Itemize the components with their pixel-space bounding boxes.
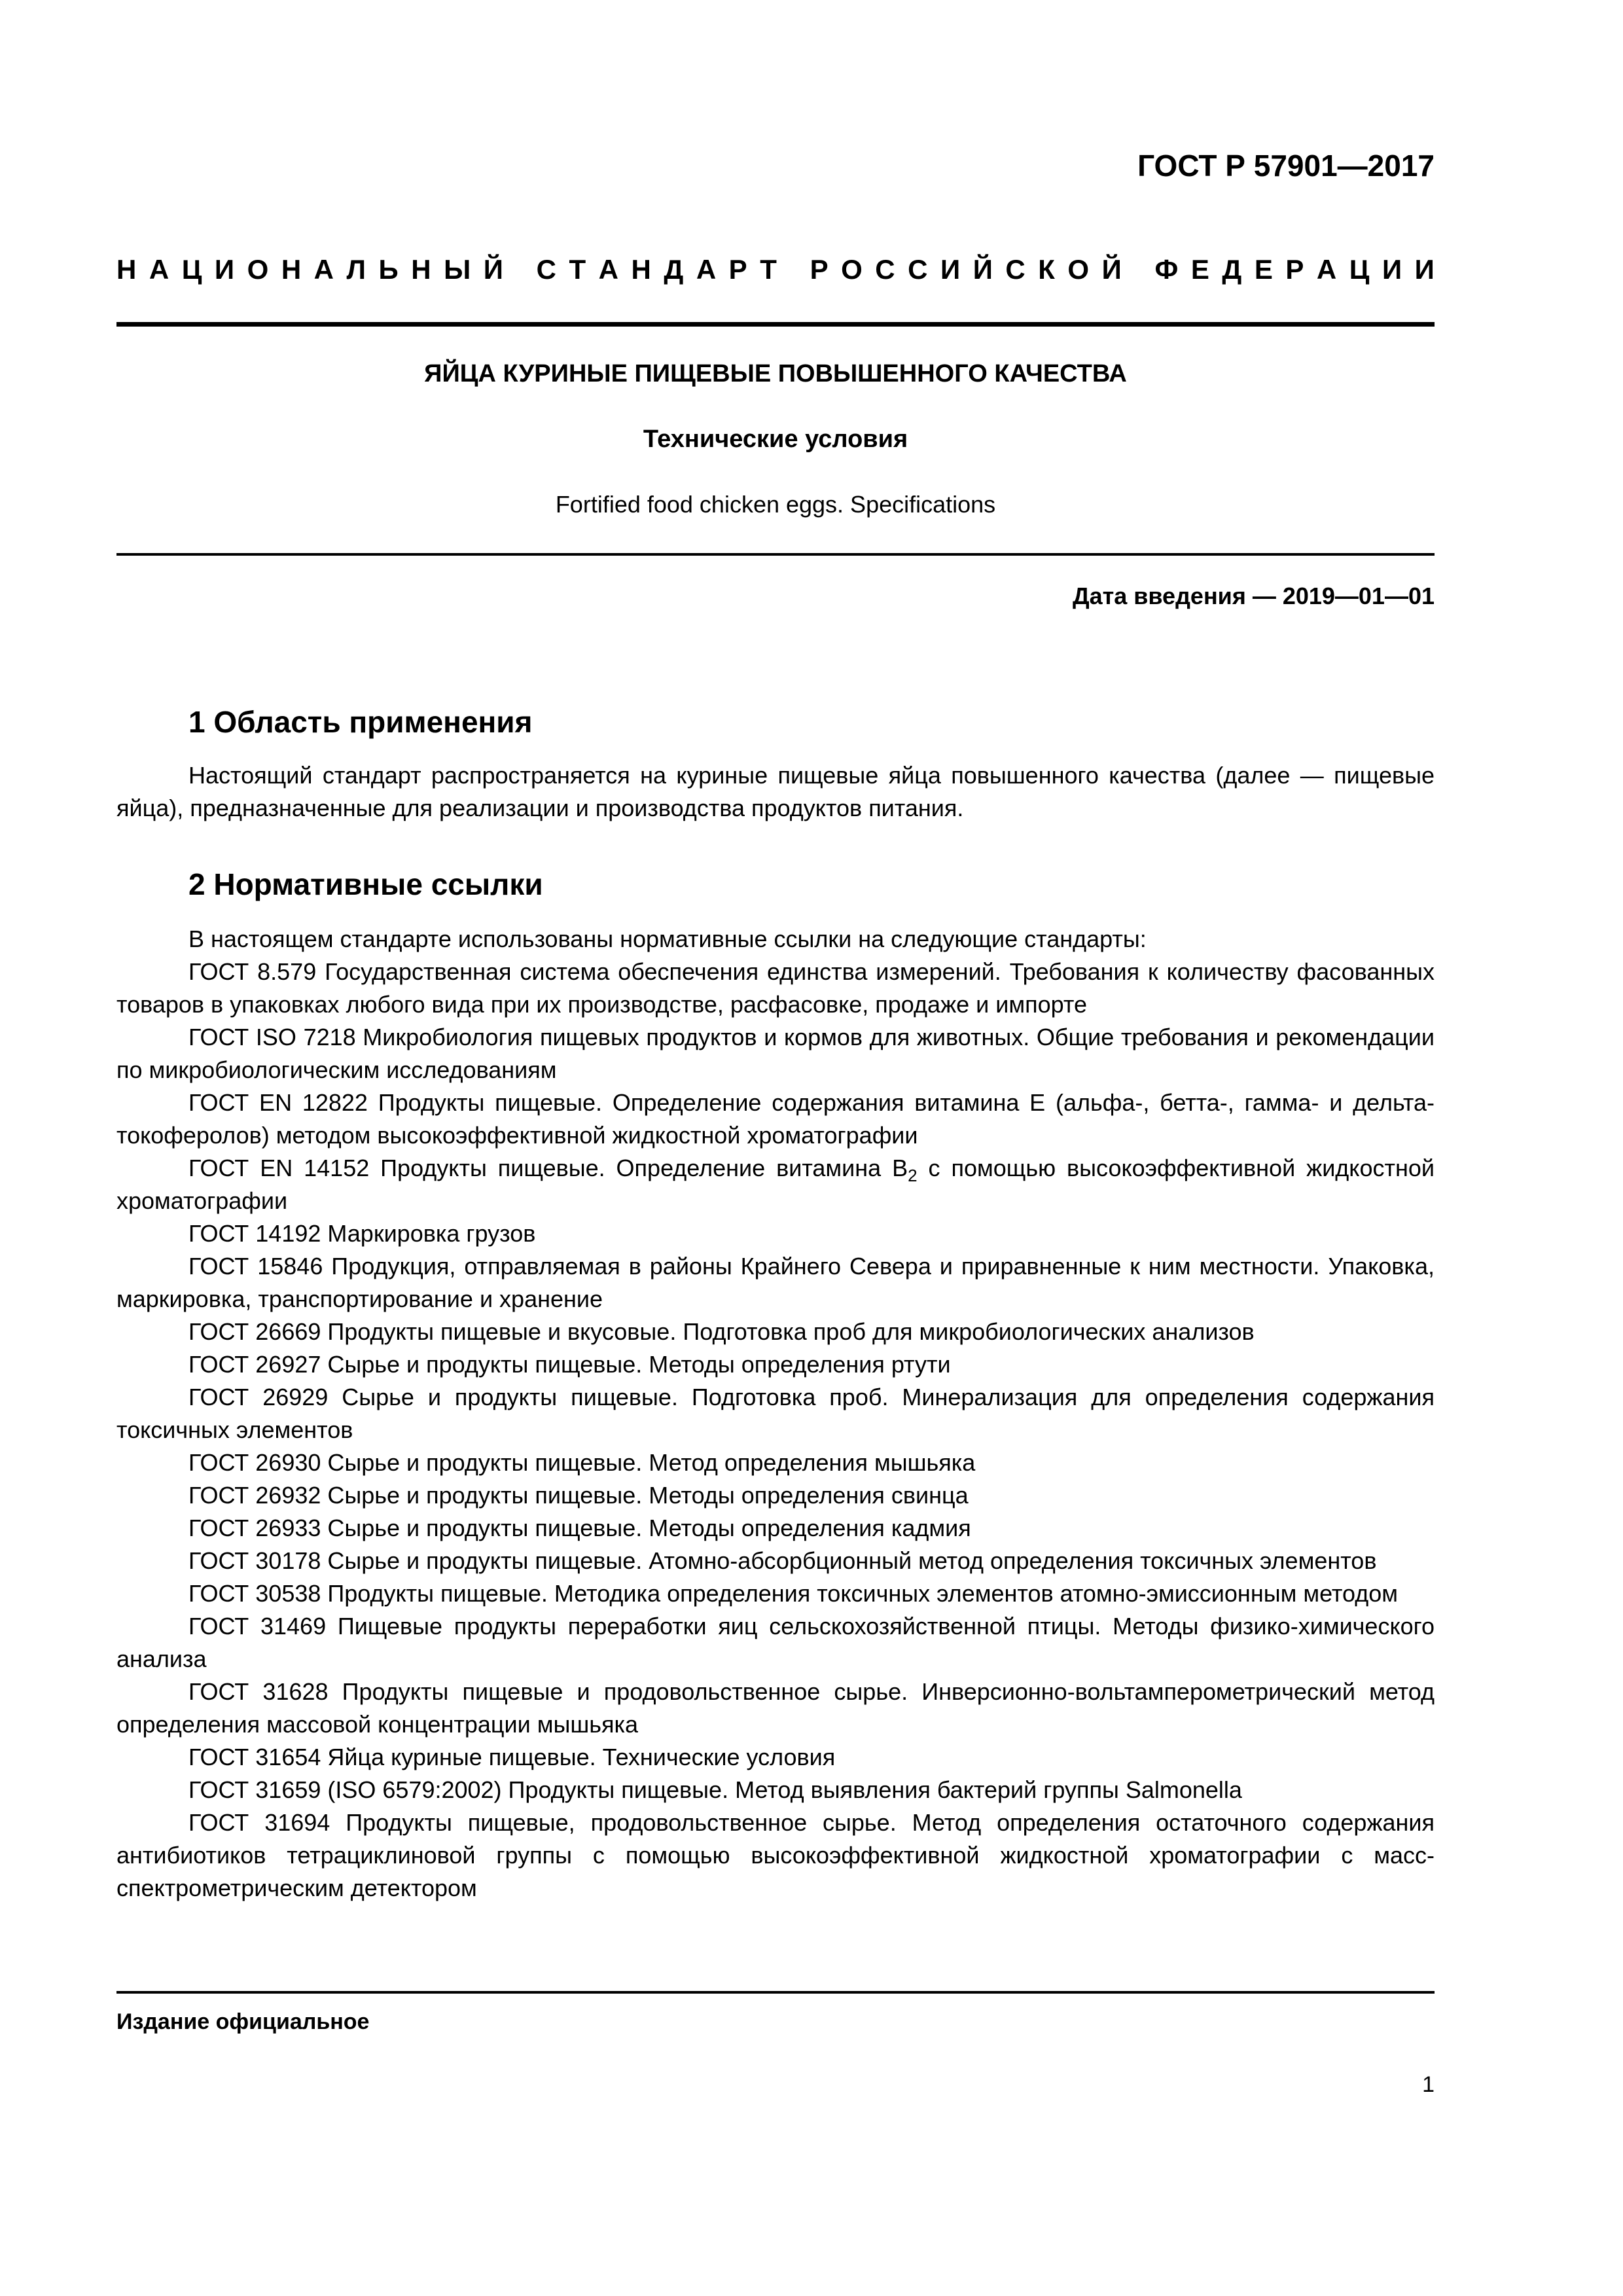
reference-text: ГОСТ EN 14152 Продукты пищевые. Определение витамина B: [188, 1155, 908, 1181]
page-number: 1: [1422, 2072, 1435, 2097]
reference-item: ГОСТ 8.579 Государственная система обеспечения единства измерений. Требования к количеству фасованных товаров в упаковках любого вида при их производстве, расфасовке, продаже и импорте: [116, 958, 1435, 1018]
reference-item: ГОСТ 31469 Пищевые продукты переработки яиц сельскохозяйственной птицы. Методы физико-химического анализа: [116, 1613, 1435, 1672]
reference-item: ГОСТ 30178 Сырье и продукты пищевые. Атомно-абсорбционный метод определения токсичных элементов: [188, 1547, 1377, 1574]
reference-item: ГОСТ 31628 Продукты пищевые и продовольственное сырье. Инверсионно-вольтамперометрический метод определения массовой концентрации мышьяка: [116, 1678, 1435, 1738]
reference-item: ГОСТ 31654 Яйца куриные пищевые. Технические условия: [188, 1744, 836, 1770]
section-1-body: [116, 759, 1435, 825]
reference-item: [116, 1152, 1435, 1217]
reference-item: ГОСТ 26669 Продукты пищевые и вкусовые. Подготовка проб для микробиологических анализов: [188, 1318, 1255, 1345]
reference-item: ГОСТ 31659 (ISO 6579:2002) Продукты пищевые. Метод выявления бактерий группы Salmonella: [188, 1776, 1242, 1803]
title-divider: [116, 553, 1435, 556]
reference-item: ГОСТ 14192 Маркировка грузов: [188, 1220, 536, 1247]
reference-item: ГОСТ 26927 Сырье и продукты пищевые. Методы определения ртути: [188, 1351, 951, 1378]
reference-item: ГОСТ ISO 7218 Микробиология пищевых продуктов и кормов для животных. Общие требования и рекомендации по микробиологическим исследованиям: [116, 1024, 1435, 1083]
national-standard-heading: [116, 254, 1435, 285]
reference-item: ГОСТ 31694 Продукты пищевые, продовольственное сырье. Метод определения остаточного содержания антибиотиков тетрациклиновой группы с помощью высокоэффективной жидкостной хроматографии с масс-спектрометрическим детектором: [116, 1809, 1435, 1901]
reference-item: ГОСТ 26929 Сырье и продукты пищевые. Подготовка проб. Минерализация для определения содержания токсичных элементов: [116, 1384, 1435, 1443]
document-subtitle: Технические условия: [643, 425, 908, 453]
reference-item: ГОСТ 26933 Сырье и продукты пищевые. Методы определения кадмия: [188, 1515, 971, 1541]
english-title: Fortified food chicken eggs. Specifications: [555, 491, 996, 518]
reference-item: ГОСТ EN 12822 Продукты пищевые. Определение содержания витамина E (альфа-, бетта-, гамма- и дельта-токоферолов) методом высокоэффективной жидкостной хроматографии: [116, 1089, 1435, 1149]
introduction-date: Дата введения — 2019—01—01: [1072, 583, 1435, 609]
document-number: ГОСТ Р 57901—2017: [1137, 149, 1435, 183]
section-2-heading: 2 Нормативные ссылки: [188, 867, 543, 901]
references-intro: В настоящем стандарте использованы нормативные ссылки на следующие стандарты:: [188, 925, 1147, 952]
reference-item: ГОСТ 30538 Продукты пищевые. Методика определения токсичных элементов атомно-эмиссионным методом: [188, 1580, 1398, 1607]
normative-references-list: [116, 923, 1435, 1905]
scope-paragraph: Настоящий стандарт распространяется на куриные пищевые яйца повышенного качества (далее — пищевые яйца), предназначенные для реализации и производства продуктов питания.: [116, 762, 1435, 821]
reference-item: ГОСТ 26932 Сырье и продукты пищевые. Методы определения свинца: [188, 1482, 969, 1509]
official-edition-label: Издание официальное: [116, 2009, 370, 2034]
reference-item: ГОСТ 26930 Сырье и продукты пищевые. Метод определения мышьяка: [188, 1449, 976, 1476]
footer-divider: [116, 1991, 1435, 1994]
document-title: ЯЙЦА КУРИНЫЕ ПИЩЕВЫЕ ПОВЫШЕННОГО КАЧЕСТВА: [424, 360, 1127, 387]
top-divider: [116, 322, 1435, 327]
subscript: 2: [908, 1166, 918, 1185]
national-standard-text: Н А Ц И О Н А Л Ь Н Ы Й С Т А Н Д А Р Т Р О С С И Й С К О Й Ф Е Д Е Р А Ц И И: [116, 254, 1435, 285]
reference-item: ГОСТ 15846 Продукция, отправляемая в районы Крайнего Севера и приравненные к ним местности. Упаковка, маркировка, транспортирование и хранение: [116, 1253, 1435, 1312]
section-1-heading: 1 Область применения: [188, 705, 533, 739]
reference-text: с помощью высокоэффективной жидкостной хроматографии: [116, 1155, 1435, 1214]
